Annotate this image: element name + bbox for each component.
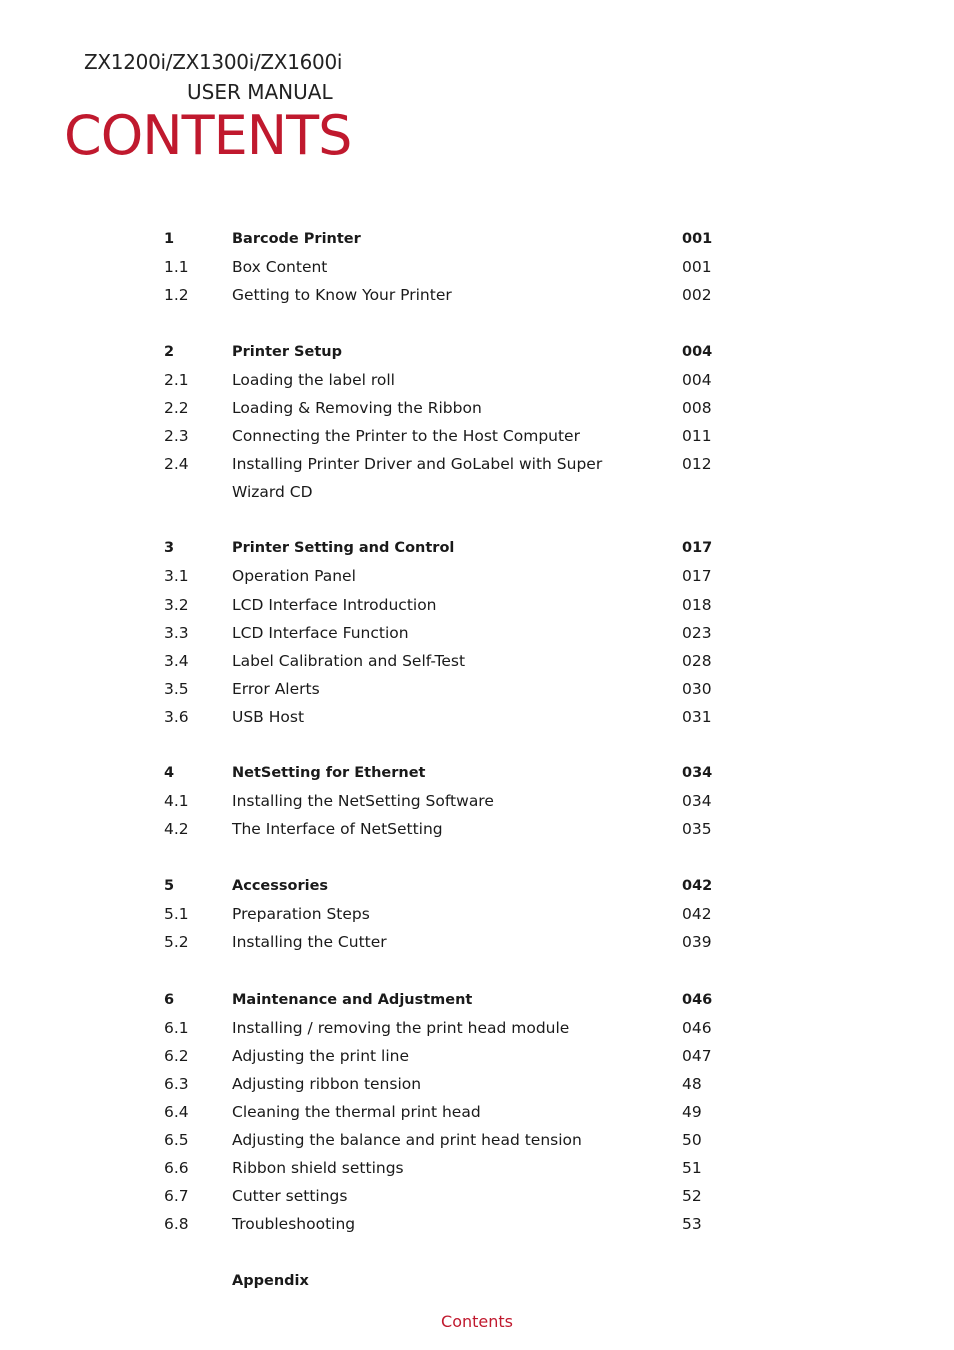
toc-label: Loading the label roll (232, 371, 395, 389)
toc-entry-row[interactable] (0, 1070, 954, 1098)
toc-section-row[interactable] (0, 1267, 954, 1295)
toc-entry-row[interactable] (0, 1042, 954, 1070)
toc-label: Connecting the Printer to the Host Computer (232, 427, 580, 445)
toc-label: Adjusting the print line (232, 1047, 410, 1065)
toc-number: 2.4 (164, 455, 189, 473)
toc-number: 5.2 (164, 933, 189, 951)
toc-entry-row[interactable] (0, 647, 954, 675)
toc-label: Box Content (232, 258, 328, 276)
toc-page-number: 042 (682, 905, 712, 923)
toc-label: Installing the Cutter (232, 933, 387, 951)
toc-label: Error Alerts (232, 680, 320, 698)
toc-number: 6.6 (164, 1159, 189, 1177)
toc-number: 1.2 (164, 286, 189, 304)
toc-entry-row[interactable] (0, 450, 954, 478)
toc-label: Installing the NetSetting Software (232, 792, 494, 810)
toc-label: Adjusting ribbon tension (232, 1075, 422, 1093)
toc-number: 4 (164, 765, 175, 781)
toc-page-number: 001 (682, 258, 712, 276)
toc-label: Label Calibration and Self-Test (232, 652, 466, 670)
toc-page-number: 50 (682, 1131, 702, 1149)
toc-entry-row[interactable] (0, 422, 954, 450)
toc-label: Printer Setup (232, 344, 342, 360)
toc-entry-row[interactable] (0, 591, 954, 619)
toc-label: Cutter settings (232, 1187, 348, 1205)
toc-label: Appendix (232, 1273, 309, 1289)
toc-section-row[interactable] (0, 986, 954, 1014)
toc-page-number: 004 (682, 344, 713, 360)
toc-page-number: 017 (682, 567, 712, 585)
toc-number: 2.2 (164, 399, 189, 417)
toc-page-number: 031 (682, 708, 712, 726)
toc-label: NetSetting for Ethernet (232, 765, 426, 781)
toc-number: 3.6 (164, 708, 189, 726)
toc-entry-row[interactable] (0, 1210, 954, 1238)
toc-label: Maintenance and Adjustment (232, 992, 473, 1008)
toc-section-row[interactable] (0, 872, 954, 900)
toc-entry-row[interactable] (0, 478, 954, 506)
page-title: CONTENTS (64, 104, 352, 167)
toc-number: 3.3 (164, 624, 189, 642)
toc-page-number: 49 (682, 1103, 702, 1121)
toc-number: 1.1 (164, 258, 189, 276)
toc-entry-row[interactable] (0, 1098, 954, 1126)
toc-number: 6.3 (164, 1075, 189, 1093)
toc-label: Accessories (232, 878, 329, 894)
toc-label: Troubleshooting (232, 1215, 356, 1233)
toc-entry-row[interactable] (0, 281, 954, 309)
toc-number: 3.2 (164, 596, 189, 614)
toc-number: 3.5 (164, 680, 189, 698)
toc-page-number: 018 (682, 596, 712, 614)
toc-entry-row[interactable] (0, 619, 954, 647)
toc-section-row[interactable] (0, 534, 954, 562)
toc-number: 2 (164, 344, 175, 360)
toc-page-number: 034 (682, 792, 712, 810)
toc-page-number: 012 (682, 455, 712, 473)
toc-label: Cleaning the thermal print head (232, 1103, 481, 1121)
toc-number: 4.2 (164, 820, 189, 838)
toc-number: 2.1 (164, 371, 189, 389)
toc-entry-row[interactable] (0, 1154, 954, 1182)
toc-label: Installing Printer Driver and GoLabel with Super (232, 455, 603, 473)
toc-label: LCD Interface Introduction (232, 596, 437, 614)
toc-page-number: 011 (682, 427, 712, 445)
toc-page-number: 042 (682, 878, 713, 894)
toc-page-number: 039 (682, 933, 712, 951)
toc-section-row[interactable] (0, 225, 954, 253)
toc-page-number: 004 (682, 371, 712, 389)
toc-page-number: 034 (682, 765, 713, 781)
toc-number: 2.3 (164, 427, 189, 445)
toc-number: 6 (164, 992, 175, 1008)
toc-entry-row[interactable] (0, 253, 954, 281)
toc-label: Ribbon shield settings (232, 1159, 404, 1177)
toc-entry-row[interactable] (0, 1182, 954, 1210)
toc-entry-row[interactable] (0, 675, 954, 703)
toc-number: 3.4 (164, 652, 189, 670)
toc-number: 6.8 (164, 1215, 189, 1233)
toc-label: Wizard CD (232, 483, 313, 501)
page-footer: Contents (441, 1312, 513, 1331)
toc-page-number: 028 (682, 652, 712, 670)
toc-label: The Interface of NetSetting (232, 820, 443, 838)
toc-section-row[interactable] (0, 759, 954, 787)
toc-label: Barcode Printer (232, 231, 361, 247)
toc-page-number: 52 (682, 1187, 702, 1205)
model-name: ZX1200i/ZX1300i/ZX1600i (84, 50, 343, 74)
toc-number: 4.1 (164, 792, 189, 810)
toc-page-number: 51 (682, 1159, 702, 1177)
toc-page-number: 030 (682, 680, 712, 698)
toc-label: Preparation Steps (232, 905, 370, 923)
toc-page-number: 046 (682, 1019, 712, 1037)
toc-number: 6.2 (164, 1047, 189, 1065)
toc-number: 6.1 (164, 1019, 189, 1037)
toc-number: 5.1 (164, 905, 189, 923)
toc-number: 1 (164, 231, 175, 247)
toc-entry-row[interactable] (0, 562, 954, 590)
toc-page-number: 035 (682, 820, 712, 838)
toc-entry-row[interactable] (0, 928, 954, 956)
toc-page-number: 017 (682, 540, 713, 556)
toc-page-number: 002 (682, 286, 712, 304)
toc-page-number: 046 (682, 992, 713, 1008)
toc-label: LCD Interface Function (232, 624, 409, 642)
toc-entry-row[interactable] (0, 815, 954, 843)
toc-number: 6.7 (164, 1187, 189, 1205)
toc-page-number: 023 (682, 624, 712, 642)
toc-section-row[interactable] (0, 338, 954, 366)
toc-entry-row[interactable] (0, 1014, 954, 1042)
toc-entry-row[interactable] (0, 1126, 954, 1154)
toc-label: Printer Setting and Control (232, 540, 455, 556)
toc-label: USB Host (232, 708, 305, 726)
toc-entry-row[interactable] (0, 703, 954, 731)
toc-label: Getting to Know Your Printer (232, 286, 452, 304)
toc-page-number: 047 (682, 1047, 712, 1065)
toc-page-number: 48 (682, 1075, 702, 1093)
toc-label: Operation Panel (232, 567, 356, 585)
toc-entry-row[interactable] (0, 394, 954, 422)
toc-label: Loading & Removing the Ribbon (232, 399, 482, 417)
toc-page-number: 53 (682, 1215, 702, 1233)
toc-page-number: 008 (682, 399, 712, 417)
toc-number: 3.1 (164, 567, 189, 585)
toc-number: 6.5 (164, 1131, 189, 1149)
toc-number: 5 (164, 878, 175, 894)
toc-entry-row[interactable] (0, 366, 954, 394)
toc-number: 3 (164, 540, 175, 556)
toc-entry-row[interactable] (0, 900, 954, 928)
toc-number: 6.4 (164, 1103, 189, 1121)
toc-entry-row[interactable] (0, 787, 954, 815)
toc-label: Installing / removing the print head module (232, 1019, 570, 1037)
toc-label: Adjusting the balance and print head tension (232, 1131, 582, 1149)
manual-label: USER MANUAL (187, 80, 333, 104)
toc-page-number: 001 (682, 231, 713, 247)
